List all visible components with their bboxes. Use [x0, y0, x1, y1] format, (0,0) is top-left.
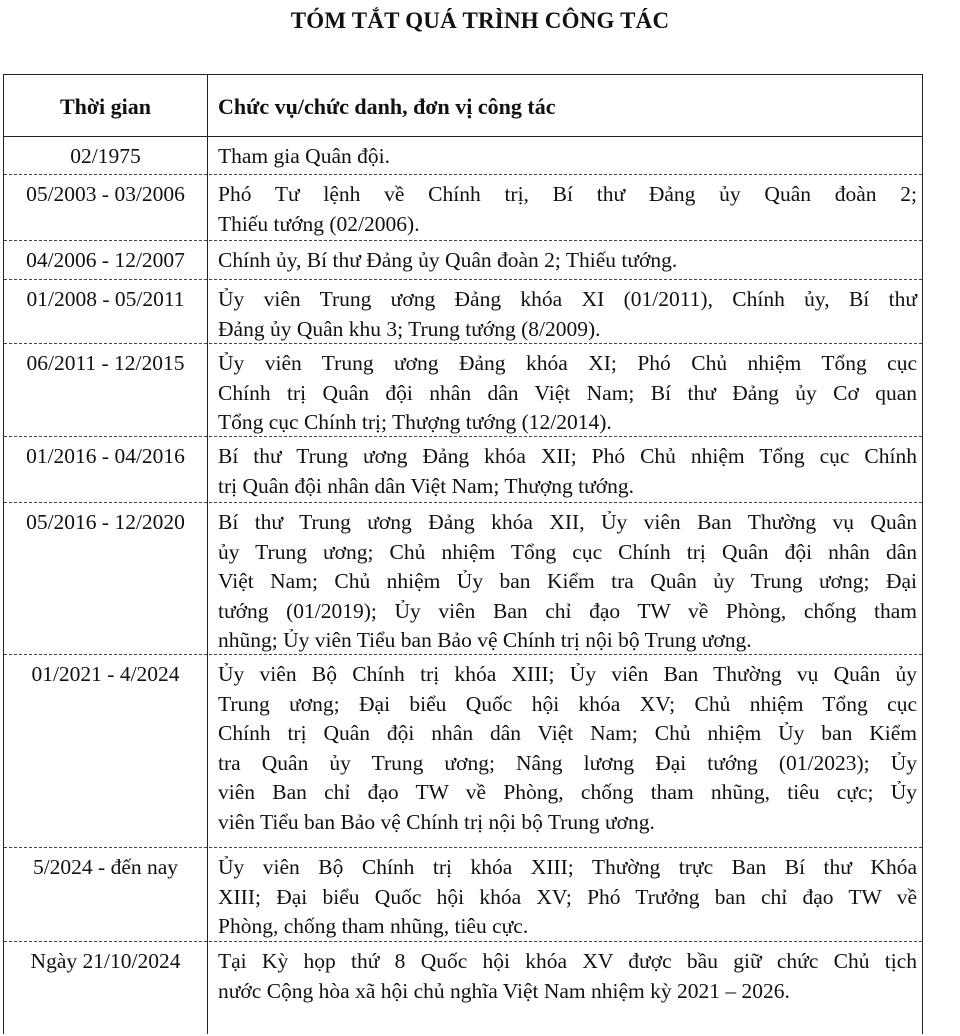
row-time: 05/2003 - 03/2006 [26, 182, 185, 206]
row-time: 04/2006 - 12/2007 [26, 248, 185, 272]
position-line: XIII; Đại biểu Quốc hội khóa XV; Phó Trưởng ban chỉ đạo TW về [218, 884, 917, 909]
table-header-row [4, 75, 922, 136]
document-title: TÓM TẮT QUÁ TRÌNH CÔNG TÁC [290, 8, 670, 33]
row-time: 01/2021 - 4/2024 [31, 662, 180, 686]
position-line: Bí thư Trung ương Đảng khóa XII, Ủy viên Ban Thường vụ Quân [218, 510, 917, 534]
position-line: Chính ủy, Bí thư Đảng ủy Quân đoàn 2; Thiếu tướng. [218, 248, 678, 272]
row-time: 01/2016 - 04/2016 [26, 444, 185, 468]
table-row [4, 502, 922, 655]
table-row [4, 941, 922, 1036]
table-row [4, 847, 922, 942]
row-position [218, 660, 917, 837]
position-line: ủy Trung ương; Chủ nhiệm Tổng cục Chính trị Quân đội nhân dân [218, 539, 917, 564]
position-line: tướng (01/2019); Ủy viên Ban chỉ đạo TW về Phòng, chống tham [218, 598, 917, 623]
position-line: Tại Kỳ họp thứ 8 Quốc hội khóa XV được bầu giữ chức Chủ tịch [218, 949, 917, 973]
position-line: Đảng ủy Quân khu 3; Trung tướng (8/2009). [218, 316, 601, 341]
position-line: Ủy viên Trung ương Đảng khóa XI; Phó Chủ nhiệm Tổng cục [218, 351, 917, 375]
position-line: Việt Nam; Chủ nhiệm Ủy ban Kiểm tra Quân ủy Trung ương; Đại [218, 569, 917, 593]
position-line: tra Quân ủy Trung ương; Nâng lương Đại tướng (01/2023); Ủy [218, 750, 917, 775]
position-line: Bí thư Trung ương Đảng khóa XII; Phó Chủ nhiệm Tổng cục Chính [218, 444, 917, 468]
position-line: viên Tiểu ban Bảo vệ Chính trị nội bộ Trung ương. [218, 809, 655, 834]
row-time: 5/2024 - đến nay [32, 855, 179, 879]
position-line: Trung ương; Đại biểu Quốc hội khóa XV; Chủ nhiệm Tổng cục [218, 691, 917, 716]
position-line: nhũng; Ủy viên Tiểu ban Bảo vệ Chính trị nội bộ Trung ương. [218, 628, 752, 652]
position-line: Tham gia Quân đội. [218, 144, 390, 168]
table-row [4, 654, 922, 848]
table-row [4, 240, 922, 280]
row-position [218, 853, 917, 942]
row-time: 06/2011 - 12/2015 [26, 351, 185, 375]
table-row [4, 343, 922, 437]
position-line: Ủy viên Bộ Chính trị khóa XIII; Ủy viên Ban Thường vụ Quân ủy [218, 662, 917, 686]
header-time: Thời gian [59, 94, 152, 119]
table-row [4, 136, 922, 175]
row-position [218, 285, 917, 344]
row-position [218, 947, 917, 1006]
row-time: 01/2008 - 05/2011 [26, 287, 185, 311]
position-line: Tổng cục Chính trị; Thượng tướng (12/2014). [218, 410, 612, 434]
table-row [4, 279, 922, 344]
row-time: Ngày 21/10/2024 [30, 949, 181, 973]
position-line: Thiếu tướng (02/2006). [218, 211, 420, 236]
position-line: viên Ban chỉ đạo TW về Phòng, chống tham nhũng, tiêu cực; Ủy [218, 780, 917, 804]
table-row [4, 174, 922, 241]
position-line: nước Cộng hòa xã hội chủ nghĩa Việt Nam nhiệm kỳ 2021 – 2026. [218, 978, 790, 1003]
position-line: Ủy viên Trung ương Đảng khóa XI (01/2011), Chính ủy, Bí thư [218, 287, 917, 311]
row-position [218, 180, 917, 239]
table-row [4, 436, 922, 503]
position-line: Phòng, chống tham nhũng, tiêu cực. [218, 914, 529, 938]
position-line: Ủy viên Bộ Chính trị khóa XIII; Thường trực Ban Bí thư Khóa [218, 855, 917, 879]
row-position [218, 349, 917, 438]
work-history-table [3, 74, 923, 1034]
position-line: Chính trị Quân đội nhân dân Việt Nam; Bí thư Đảng ủy Cơ quan [218, 380, 917, 405]
row-time: 02/1975 [70, 144, 141, 168]
row-time: 05/2016 - 12/2020 [26, 510, 185, 534]
position-line: trị Quân đội nhân dân Việt Nam; Thượng tướng. [218, 473, 634, 498]
position-line: Phó Tư lệnh về Chính trị, Bí thư Đảng ủy Quân đoàn 2; [218, 182, 917, 206]
position-line: Chính trị Quân đội nhân dân Việt Nam; Chủ nhiệm Ủy ban Kiểm [218, 721, 917, 745]
row-position [218, 508, 917, 656]
row-position [218, 246, 917, 276]
row-position [218, 442, 917, 501]
header-position: Chức vụ/chức danh, đơn vị công tác [218, 94, 556, 119]
row-position [218, 142, 917, 172]
